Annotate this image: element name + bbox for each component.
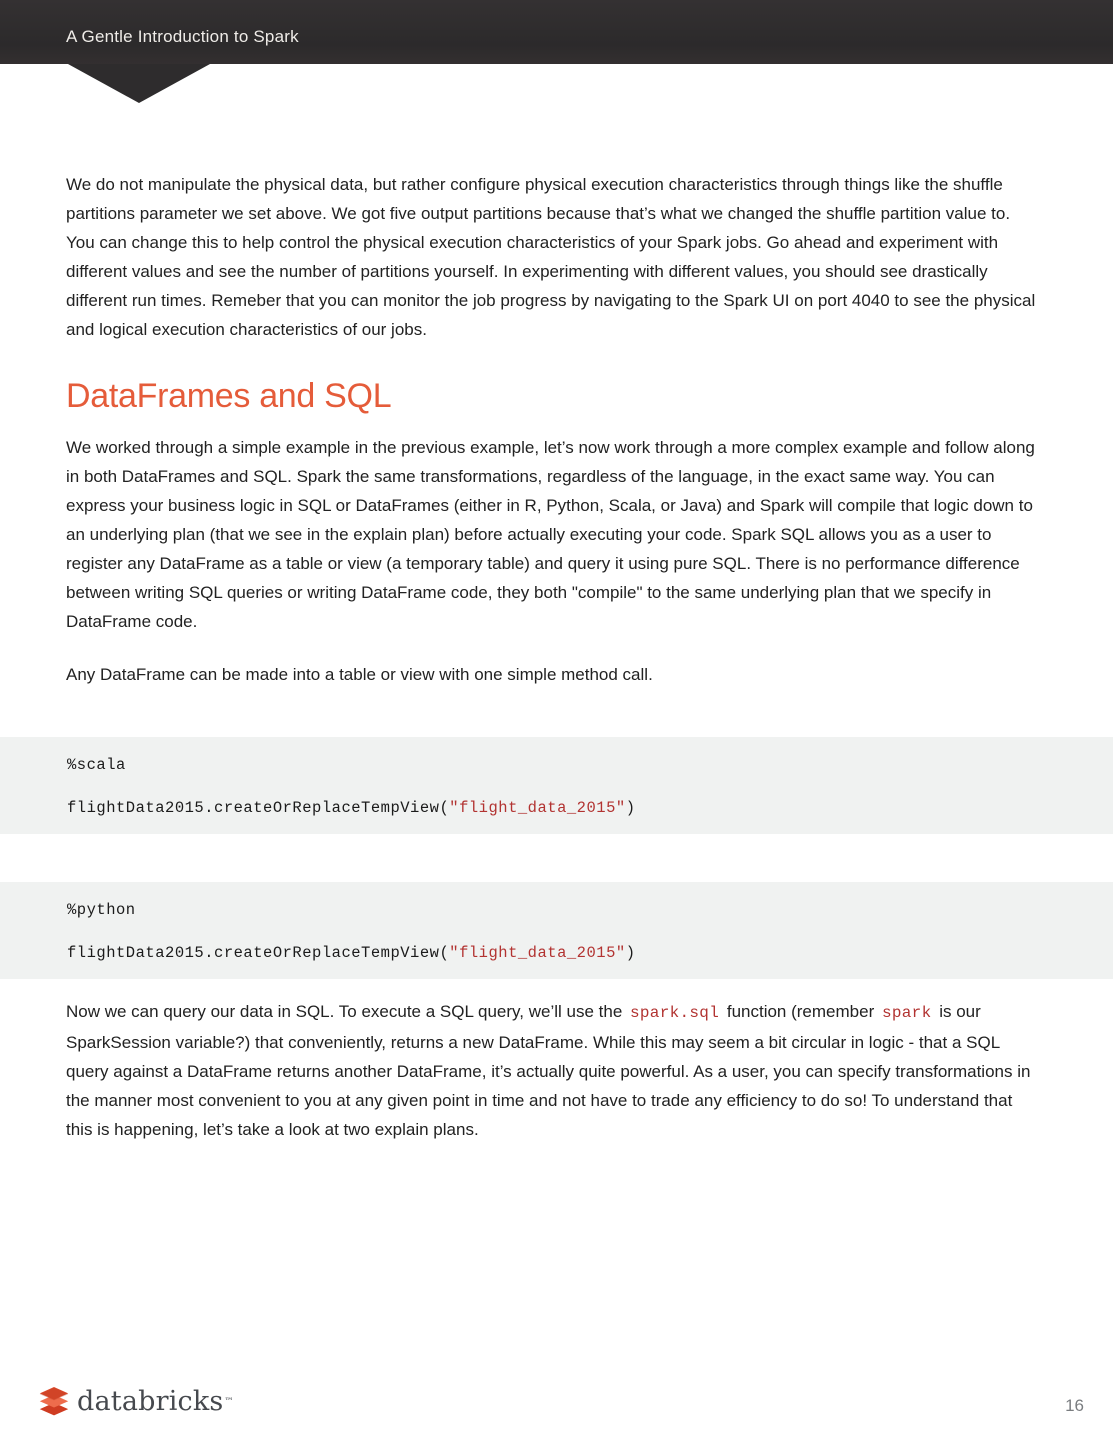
paragraph-spark-sql-seg2: function (remember	[722, 1002, 879, 1021]
paragraph-spark-sql-seg3: is our SparkSession variable?) that conveniently, returns a new DataFrame. While this may seem a bit circular in logic - that a SQL query against a DataFrame returns another DataFrame, it’s actually quite powerful. As a user, you can specify transformations in the manner most convenient to you at any given point in time and not have to trade any efficiency to do so! To understand that this is happening, let’s take a look at two explain plans.	[66, 1002, 1031, 1139]
header-title: A Gentle Introduction to Spark	[66, 27, 299, 46]
code-string-literal: "flight_data_2015"	[449, 799, 626, 817]
code-block-python	[0, 882, 1113, 979]
page-content	[0, 64, 1113, 1168]
page-number: 16	[1065, 1396, 1084, 1415]
inline-code-spark-sql: spark.sql	[630, 1004, 720, 1022]
paragraph-method-call: Any DataFrame can be made into a table or view with one simple method call.	[66, 665, 653, 684]
code-call-prefix: flightData2015.createOrReplaceTempView(	[67, 944, 450, 962]
databricks-wordmark: databricks	[77, 1386, 224, 1417]
header-bar	[0, 0, 1113, 64]
code-call-prefix: flightData2015.createOrReplaceTempView(	[67, 799, 450, 817]
trademark-symbol: ™	[224, 1396, 234, 1407]
magic-command-label: %python	[67, 901, 136, 919]
code-line-create-view	[67, 795, 1113, 821]
databricks-bricks-icon	[38, 1387, 70, 1417]
code-string-literal: "flight_data_2015"	[449, 944, 626, 962]
code-call-suffix: )	[625, 944, 636, 962]
paragraph-shuffle-partitions: We do not manipulate the physical data, but rather configure physical execution characteristics through things like the shuffle partitions parameter we set above. We got five output partitions because that’s what we changed the shuffle partition value to. You can change this to help control the physical execution characteristics of your Spark jobs. Go ahead and experiment with different values and see the number of partitions yourself. In experimenting with different values, you should see drastically different run times. Remeber that you can monitor the job progress by navigating to the Spark UI on port 4040 to see the physical and logical execution characteristics of our jobs.	[66, 175, 1036, 339]
section-heading: DataFrames and SQL	[66, 377, 392, 415]
code-line-create-view	[67, 940, 1113, 966]
paragraph-spark-sql	[66, 997, 1040, 1144]
databricks-logo	[38, 1386, 234, 1417]
code-call-suffix: )	[625, 799, 636, 817]
magic-command-python	[67, 897, 1113, 923]
code-block-scala	[0, 737, 1113, 834]
magic-command-scala	[67, 752, 1113, 778]
paragraph-spark-sql-seg1: Now we can query our data in SQL. To execute a SQL query, we’ll use the	[66, 1002, 627, 1021]
paragraph-dataframes-sql: We worked through a simple example in the previous example, let’s now work through a more complex example and follow along in both DataFrames and SQL. Spark the same transformations, regardless of the language, in the exact same way. You can express your business logic in SQL or DataFrames (either in R, Python, Scala, or Java) and Spark will compile that logic down to an underlying plan (that we see in the explain plan) before actually executing your code. Spark SQL allows you as a user to register any DataFrame as a table or view (a temporary table) and query it using pure SQL. There is no performance difference between writing SQL queries or writing DataFrame code, they both "compile" to the same underlying plan that we specify in DataFrame code.	[66, 438, 1035, 631]
inline-code-spark: spark	[881, 1004, 932, 1022]
magic-command-label: %scala	[67, 756, 126, 774]
